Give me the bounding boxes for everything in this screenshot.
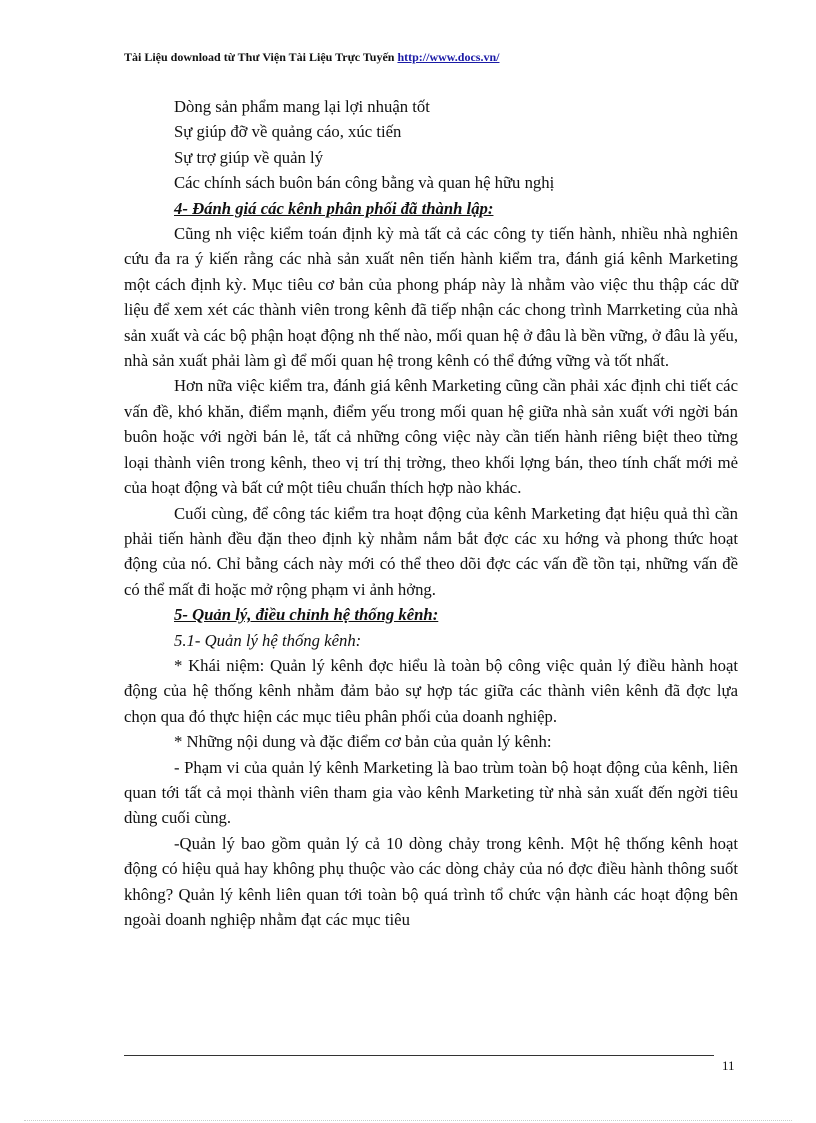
paragraph: Cũng nh việc kiểm toán định kỳ mà tất cả các công ty tiến hành, nhiều nhà nghiên cứu đa ra ý kiến rằng các nhà sản xuất nên tiến hành kiểm tra, đánh giá kênh Marketing một cách định kỳ. Mục tiêu cơ bản của phong pháp này là nhằm vào việc thu thập các dữ liệu để xem xét các thành viên trong kênh đã tiếp nhận các chong trình Marrketing của nhà sản xuất và các bộ phận hoạt động nh thế nào, mối quan hệ ở đâu là bền vững, ở đâu là yếu, nhà sản xuất phải làm gì để mối quan hệ trong kênh có thể đứng vững và tốt nhất. bbox=[124, 224, 738, 371]
header-link[interactable]: http://www.docs.vn/ bbox=[397, 50, 500, 64]
page-number: 11 bbox=[722, 1058, 735, 1073]
subsection-heading: 5.1- Quản lý hệ thống kênh: bbox=[174, 630, 362, 650]
paragraph: * Những nội dung và đặc điểm cơ bản của quản lý kênh: bbox=[174, 732, 552, 752]
section-heading-5: 5- Quản lý, điều chỉnh hệ thống kênh: bbox=[174, 605, 439, 625]
list-item: Sự giúp đỡ về quảng cáo, xúc tiến bbox=[174, 122, 402, 142]
list-item: Sự trợ giúp về quản lý bbox=[174, 147, 324, 167]
paragraph: Cuối cùng, để công tác kiểm tra hoạt động của kênh Marketing đạt hiệu quả thì cần phải tiến hành đều đặn theo định kỳ nhằm nắm bắt đợc các xu hớng và phong thức hoạt động của nó. Chỉ bằng cách này mới có thể theo dõi đợc các vấn đề tồn tại, những vấn đề có thể mất đi hoặc mở rộng phạm vi ảnh hởng. bbox=[124, 503, 738, 599]
paragraph: Hơn nữa việc kiểm tra, đánh giá kênh Marketing cũng cần phải xác định chi tiết các vấn đề, khó khăn, điểm mạnh, điểm yếu trong mối quan hệ giữa nhà sản xuất với ngời bán buôn hoặc với ngời bán lẻ, tất cả những công việc này cần tiến hành riêng biệt theo từng loại thành viên trong kênh, theo vị trí thị trờng, theo khối lợng bán, theo tính chất mới mẻ của hoạt động và bất cứ một tiêu chuẩn thích hợp nào khác. bbox=[124, 376, 738, 498]
header-label: Tài Liệu download từ Thư Viện Tài Liệu Trực Tuyến bbox=[124, 50, 395, 64]
list-item: Dòng sản phẩm mang lại lợi nhuận tốt bbox=[174, 97, 430, 116]
paragraph: - Phạm vi của quản lý kênh Marketing là bao trùm toàn bộ hoạt động của kênh, liên quan tới tất cả mọi thành viên tham gia vào kênh Marketing từ nhà sản xuất đến ngời tiêu dùng cuối cùng. bbox=[124, 757, 738, 828]
paragraph: -Quản lý bao gồm quản lý cả 10 dòng chảy trong kênh. Một hệ thống kênh hoạt động có hiệu quả hay không phụ thuộc vào các dòng chảy của nó đợc điều hành thông suốt không? Quản lý kênh liên quan tới toàn bộ quá trình tổ chức vận hành các hoạt động bên ngoài doanh nghiệp nhằm đạt các mục tiêu bbox=[124, 833, 738, 929]
section-heading-4: 4- Đánh giá các kênh phân phối đã thành lập: bbox=[174, 198, 494, 218]
document-body bbox=[124, 94, 738, 932]
list-item: Các chính sách buôn bán công bằng và quan hệ hữu nghị bbox=[174, 173, 555, 193]
page-header bbox=[124, 50, 500, 65]
page-bottom-border bbox=[24, 1120, 792, 1121]
paragraph: * Khái niệm: Quản lý kênh đợc hiểu là toàn bộ công việc quản lý điều hành hoạt động của hệ thống kênh nhằm đảm bảo sự hợp tác giữa các thành viên kênh đã đợc lựa chọn qua đó thực hiện các mục tiêu phân phối của doanh nghiệp. bbox=[124, 655, 738, 726]
footer-rule bbox=[124, 1055, 714, 1056]
